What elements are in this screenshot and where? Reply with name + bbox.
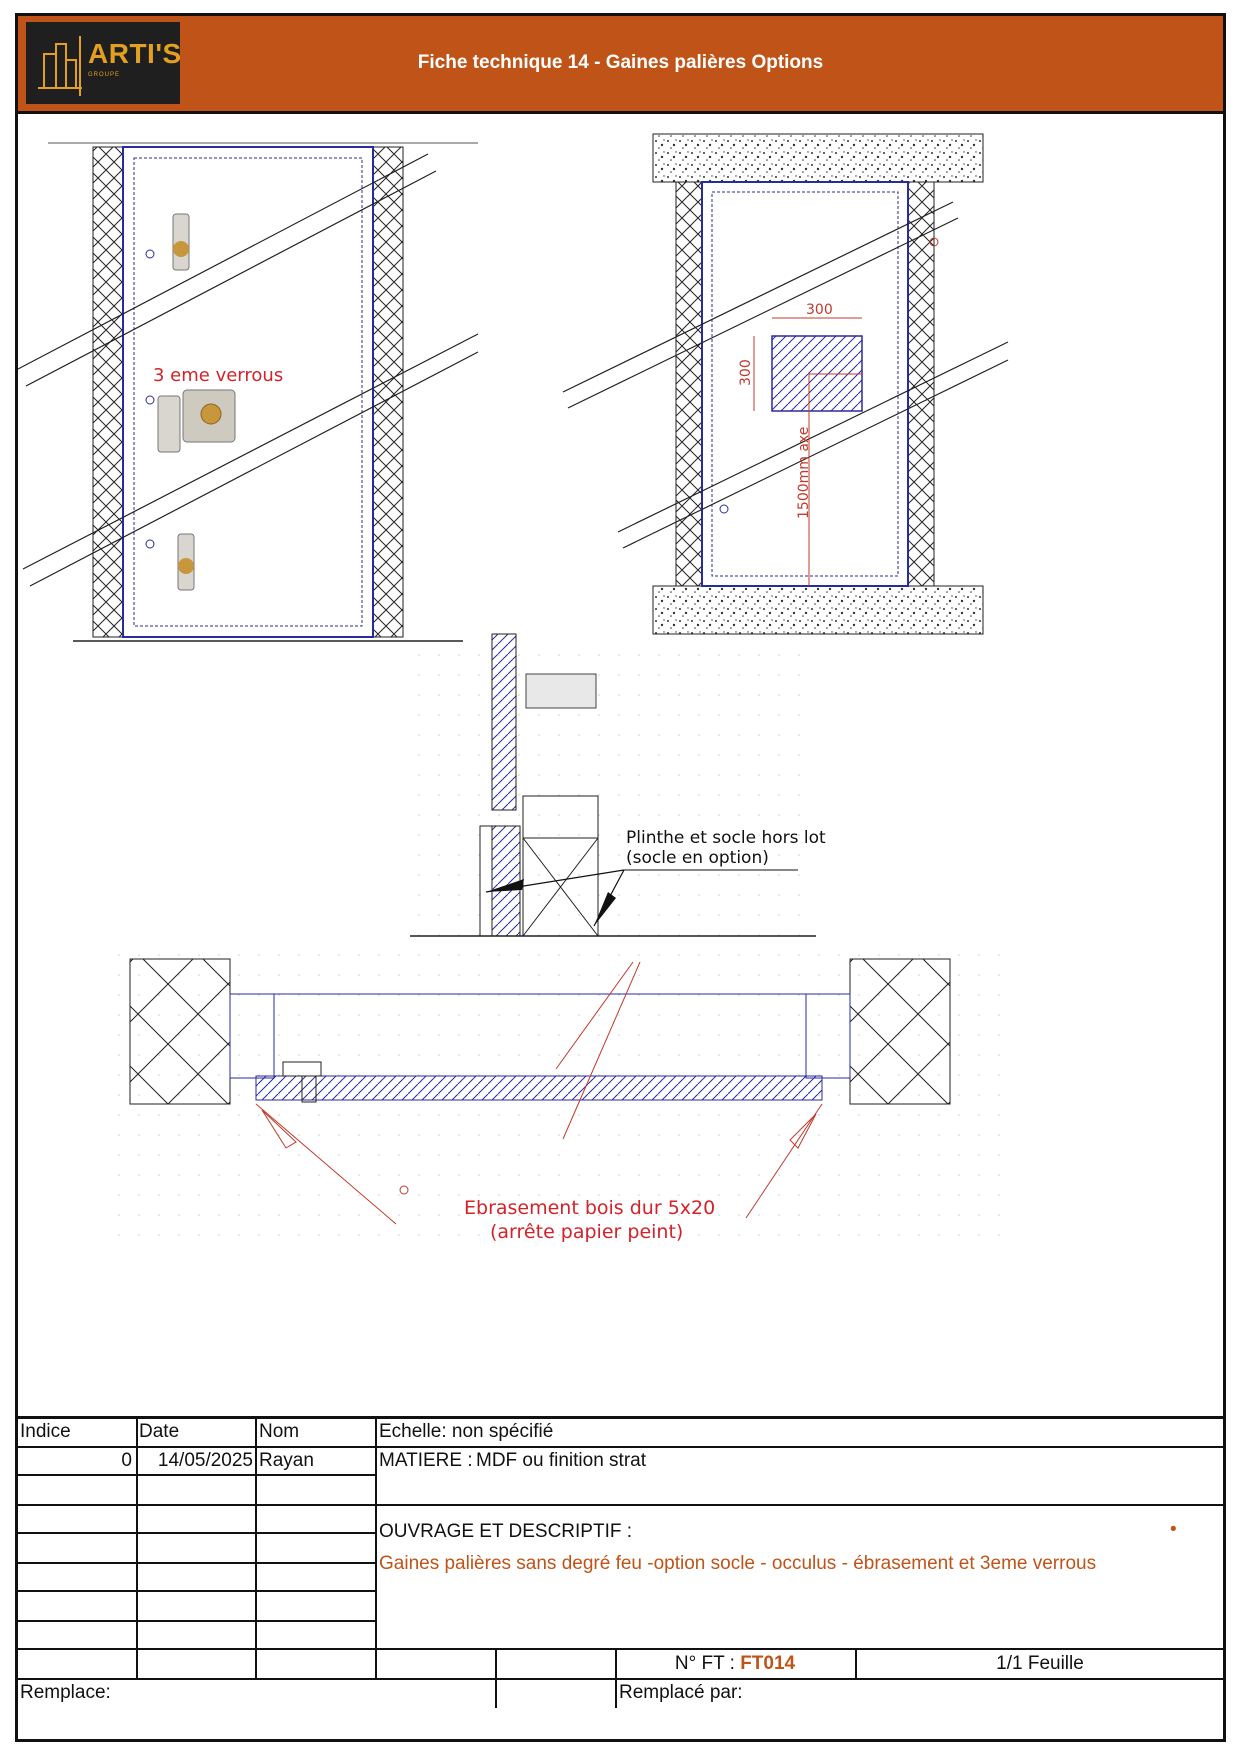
row0-nom: Rayan: [259, 1450, 314, 1471]
lock-third: [158, 390, 235, 452]
dim-axis-height: 1500mm axe: [796, 426, 812, 519]
latch-top: [173, 214, 189, 270]
plinth-note-line2: (socle en option): [626, 848, 769, 868]
lock-label: 3 eme verrous: [153, 365, 284, 386]
col-header-nom: Nom: [259, 1421, 300, 1442]
bullet-icon: •: [1170, 1519, 1177, 1540]
ebrasement-note-line2: (arrête papier peint): [490, 1221, 684, 1243]
rule: [18, 1446, 1223, 1448]
rule: [18, 1648, 1223, 1650]
rule: [18, 1590, 375, 1592]
plinth-section-detail: [410, 634, 816, 944]
dim-oculus-height: 300: [738, 359, 754, 386]
material-value: MDF ou finition strat: [476, 1450, 646, 1471]
rule: [18, 1532, 375, 1534]
plinth-note-line1: Plinthe et socle hors lot: [626, 828, 826, 848]
row0-date: 14/05/2025: [157, 1450, 253, 1471]
header-bar: [18, 16, 1223, 114]
rule: [18, 1474, 375, 1476]
rule: [18, 1562, 375, 1564]
ouvrage-label: OUVRAGE ET DESCRIPTIF :: [379, 1521, 633, 1542]
title-block-top-rule: [18, 1416, 1223, 1419]
rule: [18, 1504, 375, 1506]
rule: [18, 1620, 375, 1622]
rule: [375, 1504, 1223, 1506]
replaced-by-label: Remplacé par:: [619, 1682, 743, 1703]
col-header-date: Date: [139, 1421, 180, 1442]
door-elevation-left: [18, 143, 478, 641]
rule: [255, 1416, 257, 1678]
material-label: MATIERE :: [379, 1450, 473, 1471]
scale-text: Echelle: non spécifié: [379, 1421, 554, 1442]
logo-text: ARTI'S: [88, 38, 182, 69]
logo-subtext: GROUPE: [88, 72, 121, 78]
replaces-label: Remplace:: [20, 1682, 111, 1703]
sheet-count: 1/1 Feuille: [996, 1653, 1084, 1674]
ft-number: [615, 1653, 855, 1675]
ebrasement-note-line1: Ebrasement bois dur 5x20: [464, 1197, 716, 1219]
ouvrage-description: Gaines palières sans degré feu -option socle - occulus - ébrasement et 3eme verrous: [379, 1553, 1097, 1574]
ft-value: FT014: [740, 1653, 796, 1674]
technical-drawing: [18, 114, 1223, 1414]
col-header-indice: Indice: [20, 1421, 71, 1442]
page-title: Fiche technique 14 - Gaines palières Options: [417, 52, 824, 73]
latch-bottom: [178, 534, 194, 590]
rule: [375, 1416, 377, 1678]
title-block: [18, 1416, 1223, 1739]
rule: [18, 1678, 1223, 1680]
ft-label: N° FT :: [674, 1653, 735, 1674]
row0-indice: 0: [121, 1450, 132, 1471]
rule: [495, 1648, 497, 1708]
dim-oculus-width: 300: [806, 302, 833, 318]
